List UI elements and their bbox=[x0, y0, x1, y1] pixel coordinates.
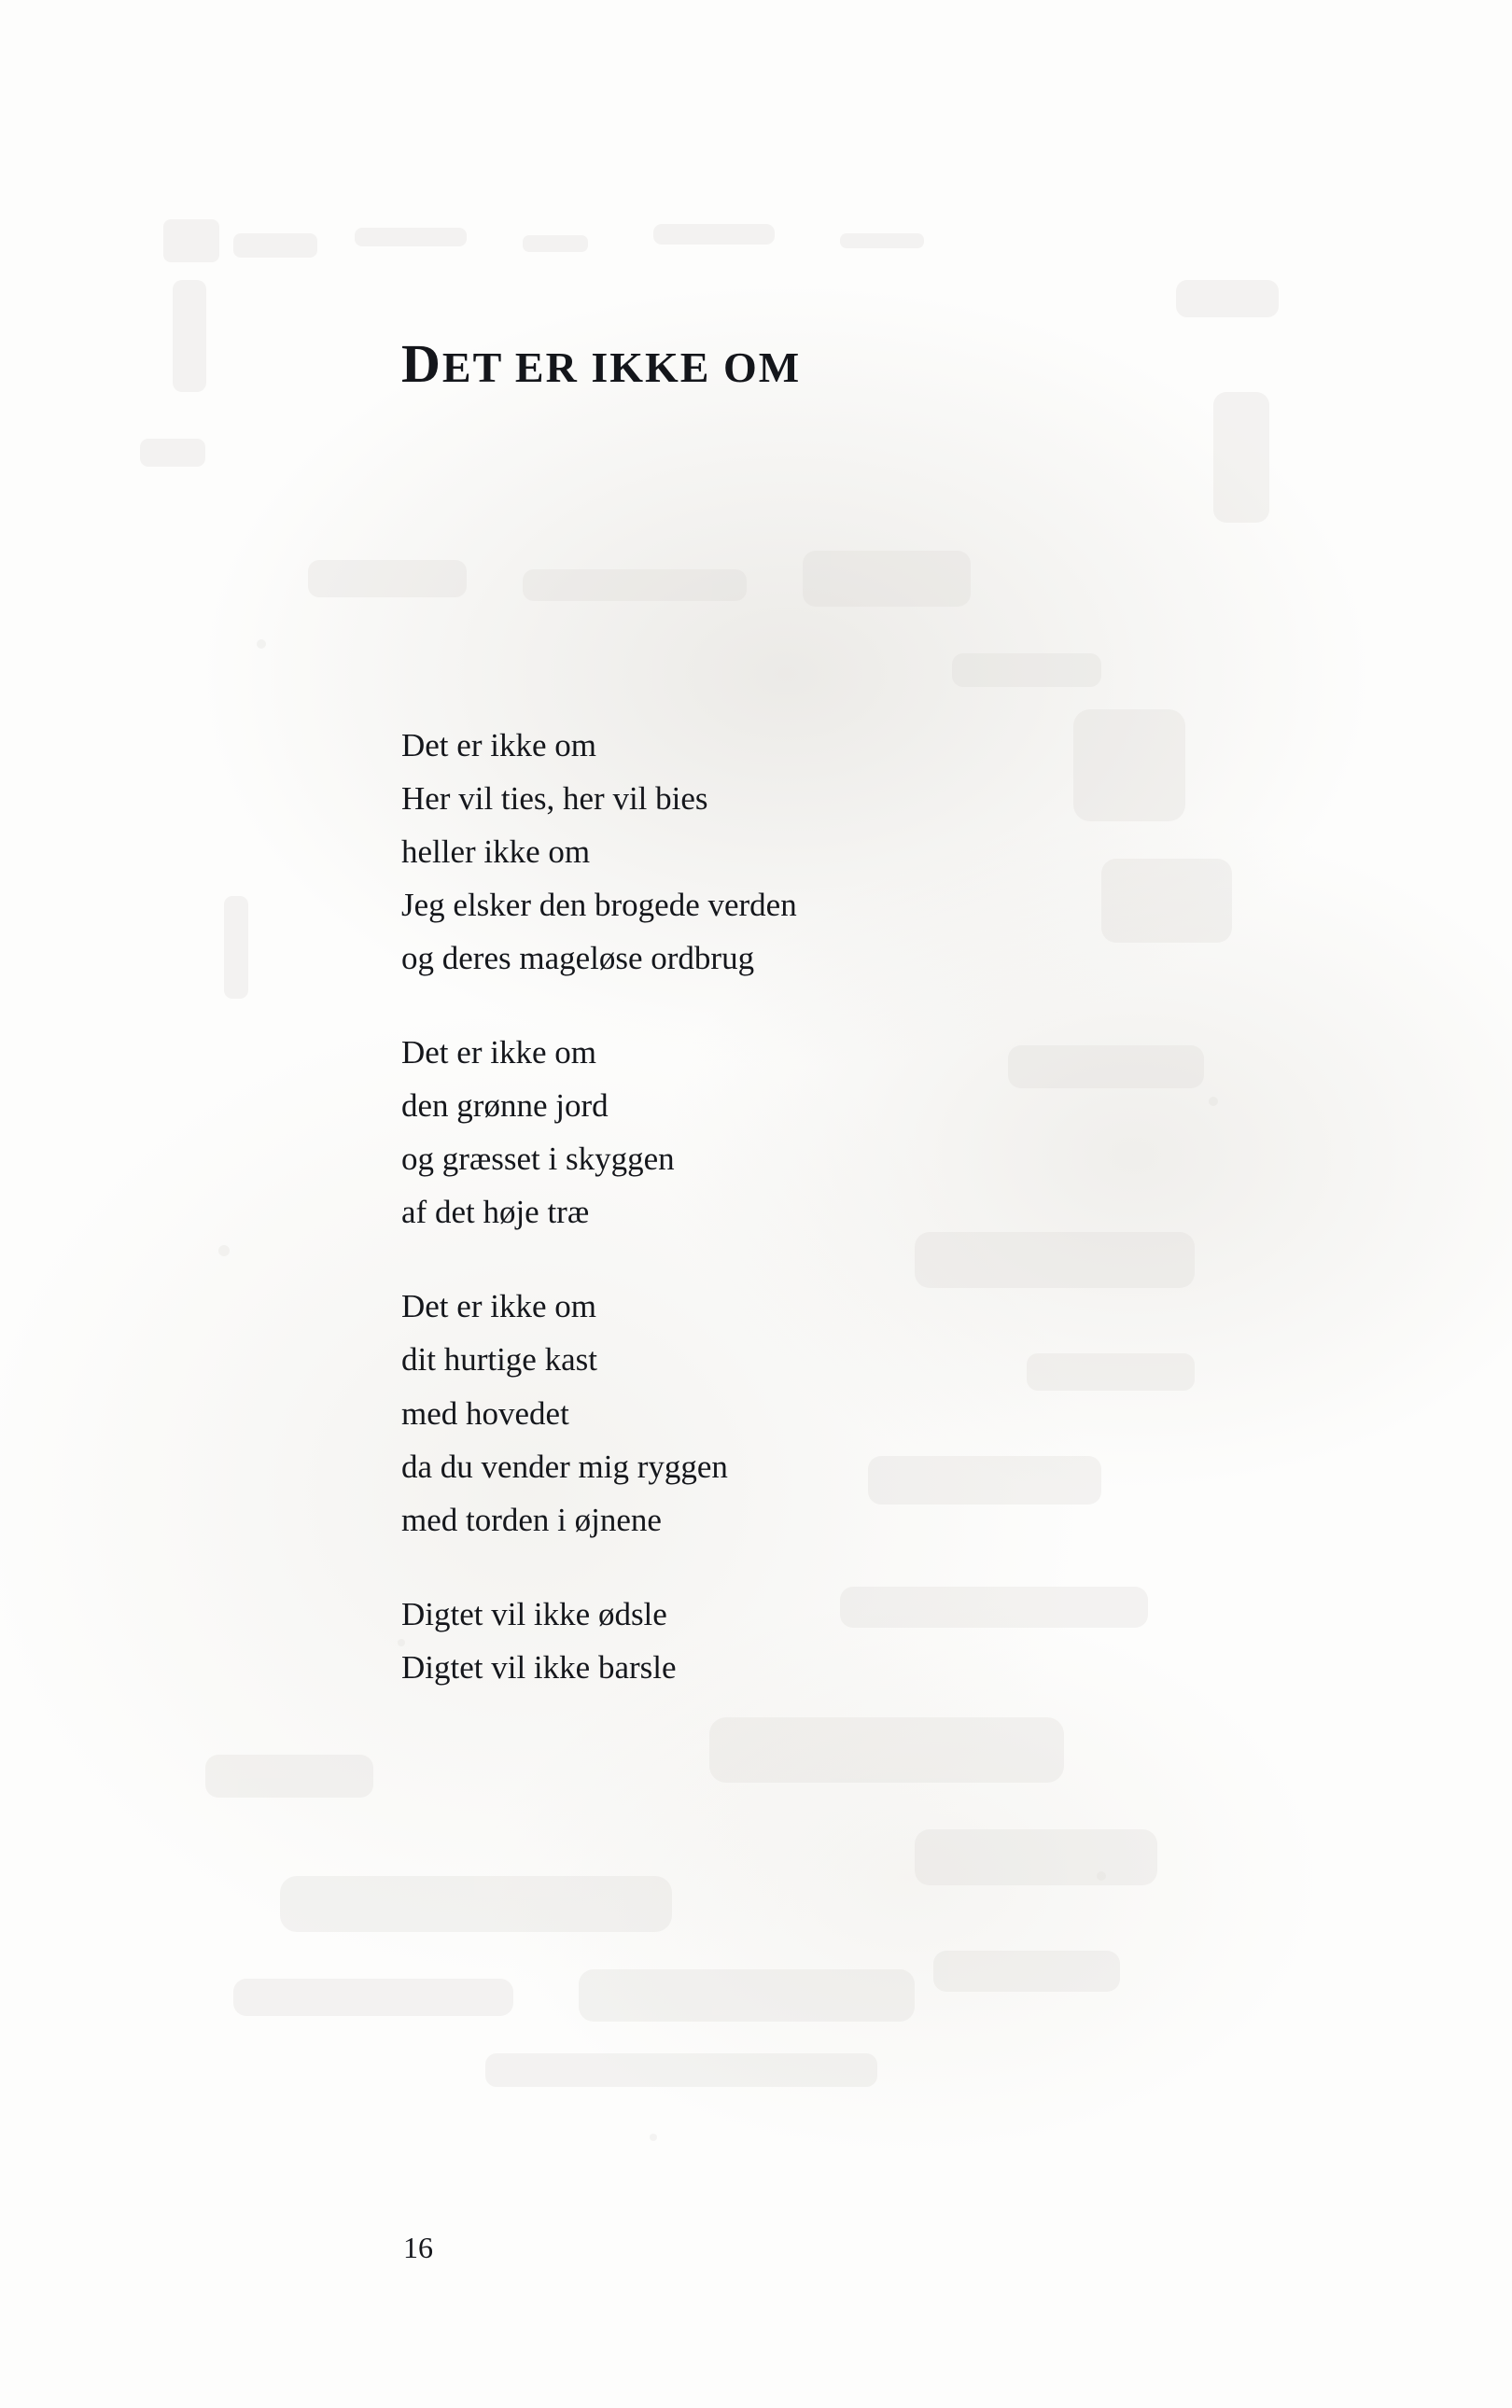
poem-line: med torden i øjnene bbox=[401, 1501, 662, 1538]
poem-line: med hovedet bbox=[401, 1394, 569, 1432]
poem-line: Det er ikke om bbox=[401, 1288, 596, 1325]
poem-line: dit hurtige kast bbox=[401, 1341, 597, 1379]
poem-line: heller ikke om bbox=[401, 833, 591, 871]
poem-body bbox=[401, 719, 1167, 1694]
poem-line: Det er ikke om bbox=[401, 727, 596, 763]
page-number: 16 bbox=[403, 2231, 433, 2264]
poem-line: Digtet vil ikke ødsle bbox=[401, 1595, 667, 1632]
poem-line: og deres mageløse ordbrug bbox=[401, 940, 755, 977]
title-text: ET ER IKKE OM bbox=[441, 343, 802, 391]
poem-line: Her vil ties, her vil bies bbox=[401, 780, 708, 818]
poem-line: af det høje træ bbox=[401, 1194, 590, 1231]
poem-line: da du vender mig ryggen bbox=[401, 1448, 728, 1485]
title-dropcap: D bbox=[401, 332, 442, 394]
poem-stanza bbox=[401, 1588, 1167, 1694]
poem-stanza bbox=[401, 1026, 1167, 1239]
poem-line: Digtet vil ikke barsle bbox=[401, 1648, 677, 1686]
page-title bbox=[401, 332, 802, 394]
poem-line: Jeg elsker den brogede verden bbox=[401, 887, 797, 924]
poem-stanza bbox=[401, 1280, 1167, 1546]
poem-line: den grønne jord bbox=[401, 1087, 609, 1125]
poem-line: Det er ikke om bbox=[401, 1034, 596, 1071]
poem-stanza bbox=[401, 719, 1167, 985]
poem-line: og græsset i skyggen bbox=[401, 1141, 675, 1178]
